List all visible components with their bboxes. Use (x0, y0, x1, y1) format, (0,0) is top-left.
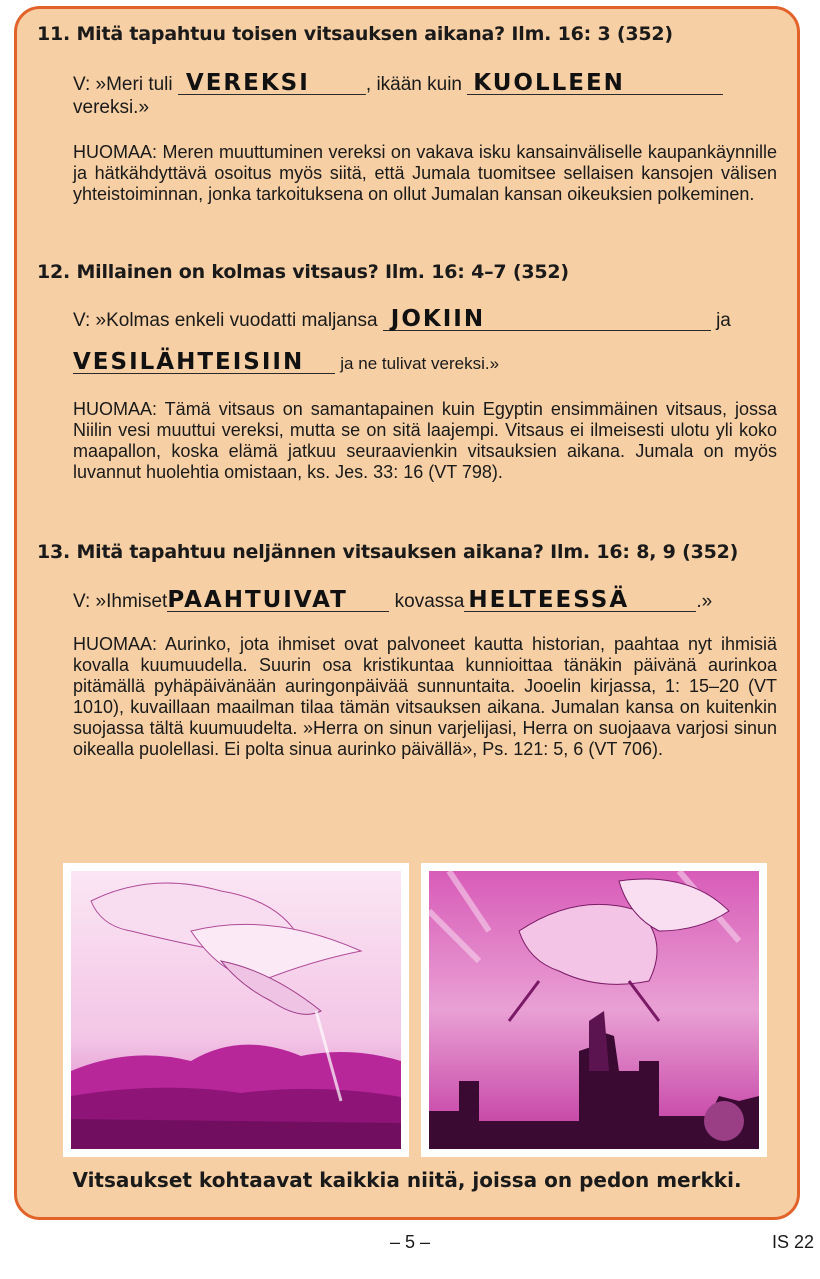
answer-12-blank-1: JOKIIN (383, 308, 711, 331)
lesson-code: IS 22 (771, 1232, 814, 1252)
note-11: HUOMAA: Meren muuttuminen vereksi on vakava isku kansainväliselle kaupankäynnille ja hätkähdyttävä osoitus myös siitä, että Jumala tuomitsee sellaisen kansojen välisen yhteistoiminnan, jonka tarkoituksena on ollut Jumalan kansan oikeuksien polkeminen. (73, 142, 777, 204)
question-13: 13. Mitä tapahtuu neljännen vitsauksen aikana? Ilm. 16: 8, 9 (352) (37, 541, 739, 563)
answer-12 (73, 308, 777, 332)
answer-11-suffix: vereksi.» (73, 97, 150, 118)
answer-13 (73, 589, 777, 613)
answer-12-blank-2: VESILÄHTEISIIN (73, 351, 335, 374)
answer-12-middle: ja (716, 310, 731, 331)
question-11: 11. Mitä tapahtuu toisen vitsauksen aikana? Ilm. 16: 3 (352) (37, 23, 673, 45)
lesson-panel (14, 6, 800, 1220)
question-12: 12. Millainen on kolmas vitsaus? Ilm. 16: 4–7 (352) (37, 261, 569, 283)
page-number: – 5 – (389, 1232, 431, 1252)
angel-landscape-drawing (71, 871, 401, 1149)
answer-12-line-2 (73, 351, 777, 375)
answer-11-blank-2: KUOLLEEN (467, 72, 723, 95)
illustration-angel-landscape (63, 863, 409, 1157)
figure-caption: Vitsaukset kohtaavat kaikkia niitä, joissa on pedon merkki. (72, 1168, 742, 1192)
answer-13-blank-1: PAAHTUIVAT (167, 589, 389, 612)
answer-11-middle: , ikään kuin (365, 74, 463, 95)
answer-13-blank-2: HELTEESSÄ (464, 589, 696, 612)
answer-12-suffix: ja ne tulivat vereksi.» (340, 354, 500, 373)
note-12: HUOMAA: Tämä vitsaus on samantapainen kuin Egyptin ensimmäinen vitsaus, jossa Niilin vesi muuttui vereksi, mutta se on sitä laajempi. Vitsaus ei ilmeisesti ulotu yli koko maapallon, koska elämä jatkuu seuraavienkin vitsauksien aikana. Jumala on myös luvannut huolehtia omistaan, ks. Jes. 33: 16 (VT 798). (73, 399, 777, 482)
answer-13-middle: kovassa (394, 591, 465, 612)
answer-11-blank-1: VEREKSI (178, 72, 366, 95)
answer-12-prefix: V: »Kolmas enkeli vuodatti maljansa (73, 310, 378, 331)
note-13: HUOMAA: Aurinko, jota ihmiset ovat palvoneet kautta historian, paahtaa nyt ihmisiä kovalla kuumuudella. Suurin osa kristikuntaa kunnioittaa tänäkin päivänä aurinkoa pitämällä pyhäpäivänään auringonpäivää sunnuntaita. Jooelin kirjassa, 1: 15–20 (VT 1010), kuvaillaan maailman tilaa tämän vitsauksen aikana. Jumalan kansa on kuitenkin suojassa tältä kuumuudelta. »Herra on sinun varjelijasi, Herra on suojaava varjosi sinun oikealla puolellasi. Ei polta sinua aurinko päivällä», Ps. 121: 5, 6 (VT 706). (73, 634, 777, 759)
angel-city-drawing (429, 871, 759, 1149)
illustration-angel-city (421, 863, 767, 1157)
answer-13-suffix: .» (696, 591, 713, 612)
answer-11-prefix: V: »Meri tuli (73, 74, 173, 95)
answer-11 (73, 72, 777, 119)
answer-13-prefix: V: »Ihmiset (73, 591, 168, 612)
